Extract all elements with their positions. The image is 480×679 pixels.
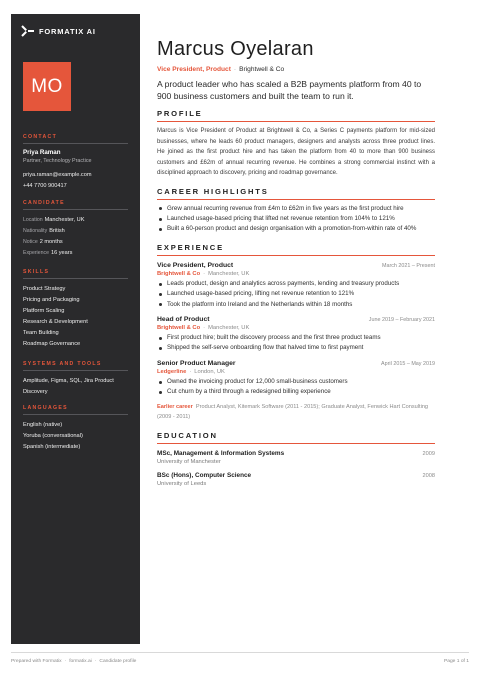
edu-degree: BSc (Hons), Computer Science — [157, 471, 252, 479]
job-location: Manchester, UK — [208, 324, 250, 331]
skill-item: Product Strategy — [23, 286, 66, 292]
highlight-item: Launched usage-based pricing that lifted net revenue retention from 104% to 121% — [157, 214, 435, 224]
brand-name: FORMATIX AI — [39, 26, 96, 36]
job-dates: June 2019 – February 2021 — [368, 316, 435, 323]
candidate-row — [23, 237, 128, 248]
education-entry — [157, 450, 435, 465]
candidate-row — [23, 215, 128, 226]
job-location: London, UK — [194, 368, 225, 375]
job-title: Senior Product Manager — [157, 359, 236, 367]
separator-dot: · — [203, 324, 206, 331]
skill-item: Platform Scaling — [23, 308, 65, 315]
contact-section — [23, 134, 128, 191]
edu-degree: MSc, Management & Information Systems — [157, 449, 285, 457]
earlier-career — [157, 402, 435, 422]
page-footer — [11, 652, 469, 664]
candidate-value: 16 years — [50, 250, 73, 256]
candidate-row — [23, 248, 128, 259]
job-title: Vice President, Product — [157, 261, 234, 269]
experience-section — [157, 243, 435, 422]
candidate-value: 2 months — [39, 239, 63, 245]
languages-list — [23, 420, 128, 453]
highlight-item: Built a 60-person product and design organisation with a promotion-from-within rate of 40% — [157, 224, 435, 234]
candidate-key: Location — [23, 217, 43, 223]
language-item: Spanish (intermediate) — [23, 444, 81, 451]
skill-item: Roadmap Governance — [23, 341, 81, 348]
role-line — [157, 66, 435, 73]
monogram-badge — [23, 62, 71, 111]
systems-heading: SYSTEMS AND TOOLS — [23, 361, 128, 371]
job-bullet: Owned the invoicing product for 12,000 small-business customers — [157, 377, 435, 387]
skills-list — [23, 284, 128, 351]
skill-item: Team Building — [23, 330, 59, 337]
tagline: A product leader who has scaled a B2B payments platform from 40 to 900 business customers and built the team to run it. — [157, 79, 422, 101]
language-item: English (native) — [23, 422, 63, 428]
edu-year: 2008 — [422, 472, 435, 479]
edu-school: University of Leeds — [157, 480, 207, 487]
job-bullet: Took the platform into Ireland and the Netherlands within 18 months — [157, 300, 435, 310]
highlights-heading: CAREER HIGHLIGHTS — [157, 187, 435, 200]
job-location: Manchester, UK — [208, 270, 250, 277]
current-company: Brightwell & Co — [239, 66, 285, 73]
job-company: Brightwell & Co — [157, 324, 201, 331]
job-entry — [157, 316, 435, 354]
job-bullets — [157, 377, 435, 398]
footer-left — [11, 659, 136, 664]
experience-heading: EXPERIENCE — [157, 243, 435, 256]
candidate-key: Nationality — [23, 228, 48, 234]
current-role: Vice President, Product — [157, 66, 231, 73]
profile-text: Marcus is Vice President of Product at Brightwell & Co, a Series C payments platform for mid-sized businesses, where he leads 60 product managers, designers and analysts across three product lines. He joined as the first product hire and has taken the platform from 40 to more than 900 business customers and £62m of annual recurring revenue. He combines a strong commercial instinct with a disciplined approach to discovery, pricing and roadmap governance. — [157, 128, 435, 176]
sidebar — [11, 14, 140, 644]
candidate-key: Notice — [23, 239, 38, 245]
candidate-section — [23, 200, 128, 259]
edu-school: University of Manchester — [157, 458, 221, 465]
footer-doc-type: Candidate profile — [99, 659, 137, 664]
brand-logo — [22, 25, 96, 37]
candidate-heading: CANDIDATE — [23, 200, 128, 210]
separator-dot: · — [64, 659, 67, 664]
job-dates: March 2021 – Present — [381, 262, 435, 269]
highlight-item: Grew annual recurring revenue from £4m to £62m in five years as the first product hire — [157, 204, 435, 214]
language-item: Yoruba (conversational) — [23, 433, 83, 440]
separator-dot: · — [203, 270, 206, 277]
job-bullet: First product hire; built the discovery process and the first three product teams — [157, 333, 435, 343]
job-title: Head of Product — [157, 315, 210, 323]
job-bullet: Cut churn by a third through a redesigned billing experience — [157, 387, 435, 397]
contact-name: Priya Raman — [23, 149, 61, 156]
footer-page-number: Page 1 of 1 — [443, 659, 469, 664]
systems-text: Amplitude, Figma, SQL, Jira Product Discovery — [23, 378, 114, 395]
education-section — [157, 431, 435, 487]
formatix-logo-icon — [22, 25, 35, 37]
job-bullets — [157, 333, 435, 354]
job-bullet: Launched usage-based pricing, lifting net revenue retention to 121% — [157, 289, 435, 299]
job-company: Brightwell & Co — [157, 270, 201, 277]
contact-heading: CONTACT — [23, 134, 128, 144]
job-entry — [157, 262, 435, 310]
systems-section — [23, 361, 128, 397]
footer-prepared: Prepared with Formatix — [11, 659, 62, 664]
job-entry — [157, 360, 435, 398]
profile-heading: PROFILE — [157, 109, 435, 122]
separator-dot: · — [233, 66, 237, 73]
main-content — [157, 38, 435, 487]
languages-section — [23, 405, 128, 453]
contact-role: Partner, Technology Practice — [23, 158, 92, 164]
highlights-section — [157, 187, 435, 235]
footer-site[interactable]: formatix.ai — [69, 659, 92, 664]
earlier-career-text: Product Analyst, Kitemark Software (2011 - 2015); Graduate Analyst, Fenwick Hart Consulting (2009 - 2011) — [157, 403, 429, 420]
candidate-value: British — [49, 228, 65, 234]
candidate-key: Experience — [23, 250, 49, 256]
contact-phone[interactable]: +44 7700 900417 — [23, 182, 67, 189]
earlier-career-label: Earlier career — [157, 403, 193, 410]
monogram-text: MO — [31, 75, 63, 97]
candidate-value: Manchester, UK — [44, 217, 85, 223]
separator-dot: · — [189, 368, 192, 375]
candidate-row — [23, 226, 128, 237]
job-bullets — [157, 279, 435, 310]
languages-heading: LANGUAGES — [23, 405, 128, 415]
profile-section — [157, 109, 435, 179]
skill-item: Research & Development — [23, 319, 88, 326]
skills-heading: SKILLS — [23, 269, 128, 279]
highlights-list — [157, 204, 435, 235]
education-heading: EDUCATION — [157, 431, 435, 444]
job-bullet: Shipped the self-serve onboarding flow that halved time to first payment — [157, 343, 435, 353]
candidate-name: Marcus Oyelaran — [157, 38, 314, 60]
job-dates: April 2015 – May 2019 — [381, 360, 435, 367]
education-entry — [157, 472, 435, 487]
job-bullet: Leads product, design and analytics across payments, lending and treasury products — [157, 279, 435, 289]
separator-dot: · — [94, 659, 97, 664]
contact-email[interactable]: priya.raman@example.com — [23, 172, 92, 178]
job-company: Ledgerline — [157, 368, 187, 375]
edu-year: 2009 — [422, 450, 435, 457]
skills-section — [23, 269, 128, 351]
skill-item: Pricing and Packaging — [23, 297, 80, 304]
